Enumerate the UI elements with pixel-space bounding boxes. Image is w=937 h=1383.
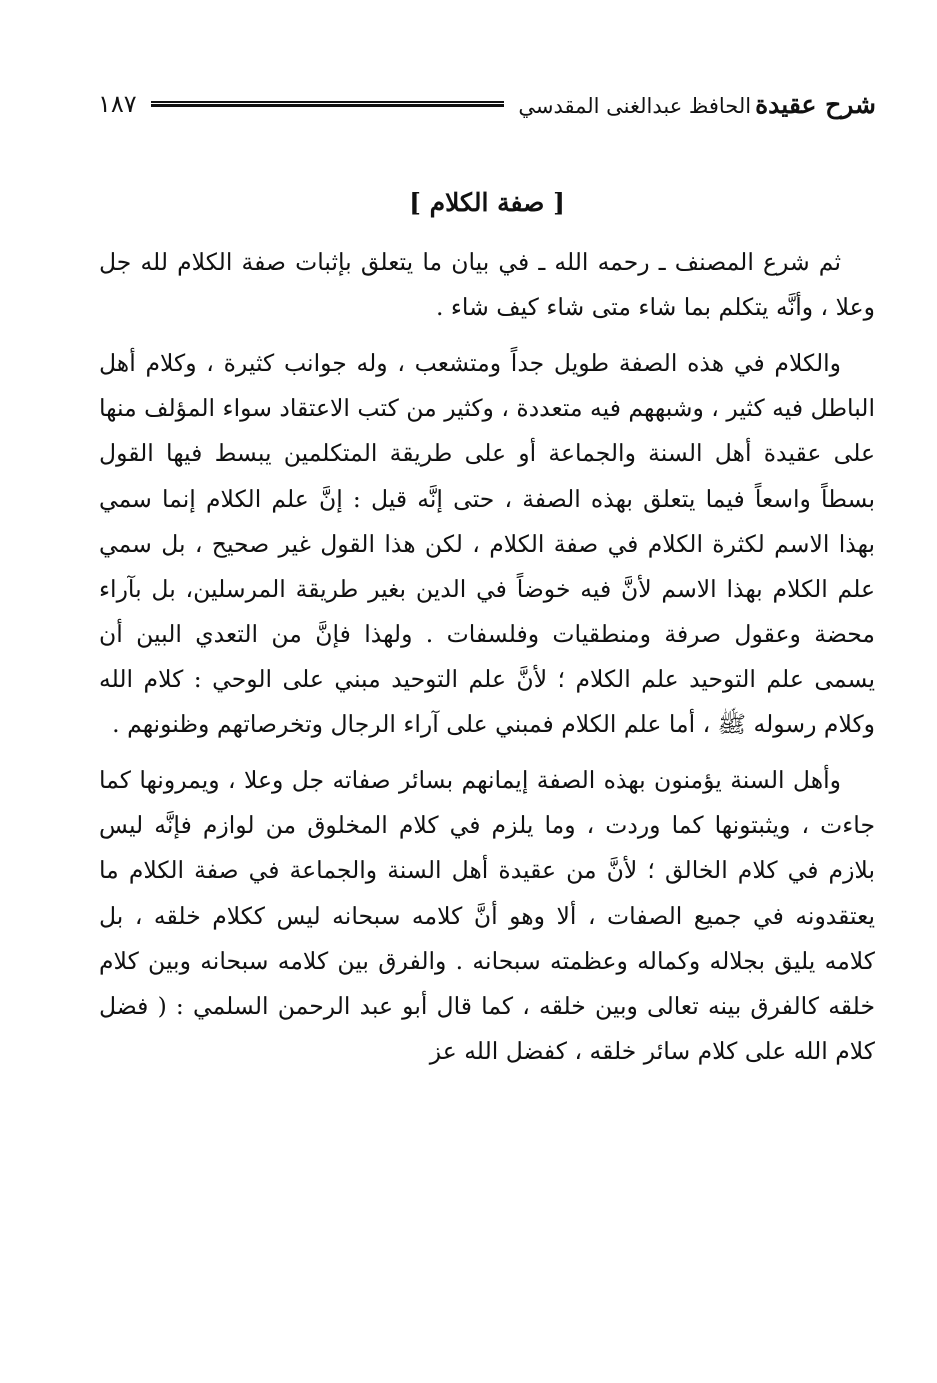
body-text [99, 240, 875, 1085]
page-number: ١٨٧ [98, 90, 137, 118]
paragraph-2: والكلام في هذه الصفة طويل جداً ومتشعب ، وله جوانب كثيرة ، وكلام أهل الباطل فيه كثير ، وشبههم فيه متعددة ، وكثير من كتب الاعتقاد سواء المؤلف منها على عقيدة أهل السنة والجماعة أو على طريقة المتكلمين يبسط فيها القول بسطاً واسعاً فيما يتعلق بهذه الصفة ، حتى إنَّه قيل : إنَّ علم الكلام إنما سمي بهذا الاسم لكثرة الكلام في صفة الكلام ، لكن هذا القول غير صحيح ، بل سمي علم الكلام بهذا الاسم لأنَّ فيه خوضاً في الدين بغير طريقة المرسلين، بل بآراء محضة وعقول صرفة ومنطقيات وفلسفات . ولهذا فإنَّ من التعدي البين أن يسمى علم التوحيد علم الكلام ؛ لأنَّ علم التوحيد مبني على الوحي : كلام الله وكلام رسوله ﷺ ، أما علم الكلام فمبني على آراء الرجال وتخرصاتهم وظنونهم . [99, 349, 875, 739]
section-heading: [ صفة الكلام ] [409, 188, 565, 217]
paragraph-3: وأهل السنة يؤمنون بهذه الصفة إيمانهم بسائر صفاته جل وعلا ، ويمرونها كما جاءت ، ويثبتونها كما وردت ، وما يلزم في كلام المخلوق من لوازم فإنَّه ليس بلازم في كلام الخالق ؛ لأنَّ من عقيدة أهل السنة والجماعة في صفة الكلام ما يعتقدونه في جميع الصفات ، ألا وهو أنَّ كلامه سبحانه ليس ككلام خلقه ، بل كلامه يليق بجلاله وكماله وعظمته سبحانه . والفرق بين كلامه سبحانه وبين كلام خلقه كالفرق بينه تعالى وبين خلقه ، كما قال أبو عبد الرحمن السلمي : ( فضل كلام الله على كلام سائر خلقه ، كفضل الله عز [99, 766, 875, 1065]
book-title-bold: شرح عقيدة [755, 89, 876, 119]
paragraph-1: ثم شرع المصنف ـ رحمه الله ـ في بيان ما يتعلق بإثبات صفة الكلام لله جل وعلا ، وأنَّه يتكلم بما شاء متى شاء كيف شاء . [99, 248, 875, 322]
running-header-title [518, 90, 876, 119]
book-title-author: الحافظ عبدالغنى المقدسي [518, 93, 752, 118]
header-rule [151, 101, 505, 107]
running-header [98, 84, 876, 124]
